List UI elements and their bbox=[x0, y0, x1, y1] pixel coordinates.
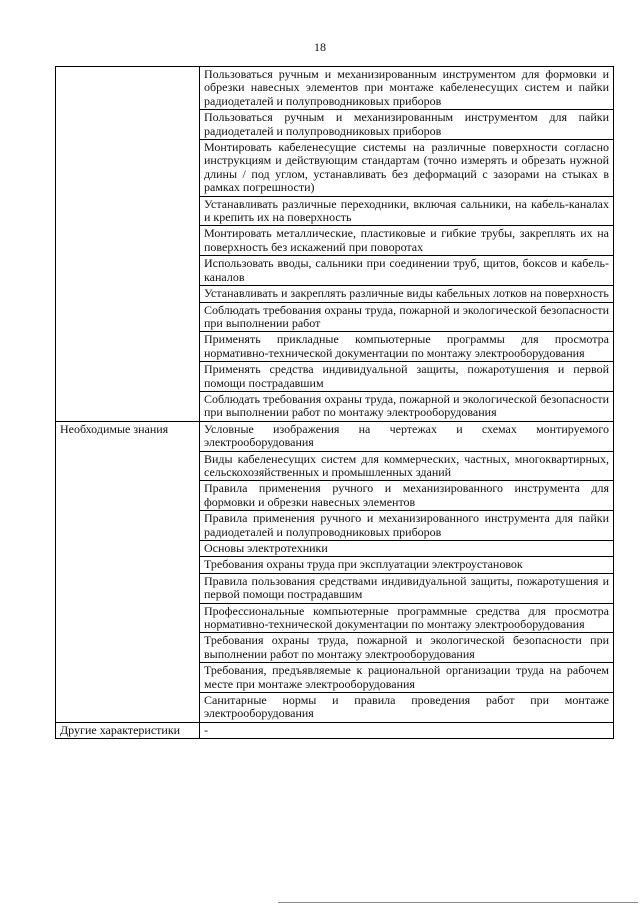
requirement-cell bbox=[200, 332, 614, 362]
section-label-cell bbox=[56, 67, 200, 422]
requirement-cell bbox=[200, 633, 614, 663]
requirement-cell bbox=[200, 557, 614, 573]
requirement-text: Санитарные нормы и правила проведения работ при монтаже электрооборудования bbox=[204, 693, 609, 721]
table-row bbox=[56, 722, 614, 738]
requirement-text: Требования охраны труда, пожарной и экологической безопасности при выполнении работ по монтажу электрооборудования bbox=[204, 633, 609, 661]
requirement-text: Профессиональные компьютерные программные средства для просмотра нормативно-технической документации по монтажу электрооборудования bbox=[204, 603, 609, 632]
requirement-cell bbox=[200, 286, 614, 302]
requirement-cell bbox=[200, 421, 614, 451]
requirement-text: Монтировать кабеленесущие системы на различные поверхности согласно инструкциям и действующим стандартам (точно измерять и обрезать нужной длины / под углом, устанавливать без деформаций с зазорами на стыках в рамках погрешности) bbox=[204, 140, 609, 195]
requirement-cell bbox=[200, 693, 614, 723]
section-label: Другие характеристики bbox=[60, 722, 181, 737]
table-body bbox=[56, 67, 614, 739]
requirement-cell bbox=[200, 196, 614, 226]
table-row bbox=[56, 67, 614, 110]
requirement-text: Пользоваться ручным и механизированным инструментом для пайки радиодеталей и полупроводниковых приборов bbox=[204, 110, 609, 138]
section-label-cell bbox=[56, 421, 200, 722]
requirement-cell bbox=[200, 110, 614, 140]
requirement-text: Правила пользования средствами индивидуальной защиты, пожаротушения и первой помощи пострадавшим bbox=[204, 573, 609, 602]
requirement-cell bbox=[200, 302, 614, 332]
requirement-text: Устанавливать различные переходники, включая сальники, на кабель-каналах и крепить их на поверхность bbox=[204, 196, 609, 225]
requirement-text: Виды кабеленесущих систем для коммерческих, частных, многоквартирных, сельскохозяйственных и промышленных зданий bbox=[204, 451, 609, 479]
requirement-text: - bbox=[204, 722, 208, 737]
requirement-cell bbox=[200, 541, 614, 557]
requirement-cell bbox=[200, 722, 614, 738]
requirement-text: Монтировать металлические, пластиковые и гибкие трубы, закреплять их на поверхность без искажений при поворотах bbox=[204, 226, 609, 254]
requirement-cell bbox=[200, 226, 614, 256]
requirement-text: Соблюдать требования охраны труда, пожарной и экологической безопасности при выполнении работ по монтажу электрооборудования bbox=[204, 391, 609, 420]
requirement-cell bbox=[200, 391, 614, 421]
requirement-cell bbox=[200, 481, 614, 511]
requirement-cell bbox=[200, 256, 614, 286]
requirement-text: Применять прикладные компьютерные программы для просмотра нормативно-технической документации по монтажу электрооборудования bbox=[204, 332, 609, 360]
requirement-text: Применять средства индивидуальной защиты, пожаротушения и первой помощи пострадавшим bbox=[204, 362, 609, 390]
bottom-divider bbox=[278, 902, 638, 903]
requirement-cell bbox=[200, 140, 614, 197]
requirement-cell bbox=[200, 511, 614, 541]
requirement-cell bbox=[200, 362, 614, 392]
requirement-cell bbox=[200, 573, 614, 603]
requirement-text: Пользоваться ручным и механизированным инструментом для формовки и обрезки навесных элементов при монтаже кабеленесущих систем и пайки радиодеталей и полупроводниковых приборов bbox=[204, 67, 609, 108]
requirement-cell bbox=[200, 663, 614, 693]
requirement-cell bbox=[200, 67, 614, 110]
table-row bbox=[56, 421, 614, 451]
requirement-text: Правила применения ручного и механизированного инструмента для пайки радиодеталей и полупроводниковых приборов bbox=[204, 511, 609, 539]
section-label-cell bbox=[56, 722, 200, 738]
requirement-text: Соблюдать требования охраны труда, пожарной и экологической безопасности при выполнении работ bbox=[204, 302, 609, 330]
requirement-text: Основы электротехники bbox=[204, 541, 328, 555]
requirement-text: Требования охраны труда при эксплуатации электроустановок bbox=[204, 557, 523, 572]
requirement-cell bbox=[200, 451, 614, 481]
requirement-text: Правила применения ручного и механизированного инструмента для формовки и обрезки навесных элементов bbox=[204, 481, 609, 509]
requirement-text: Использовать вводы, сальники при соединении труб, щитов, боксов и кабель-каналов bbox=[204, 256, 609, 284]
requirement-text: Устанавливать и закреплять различные виды кабельных лотков на поверхность bbox=[204, 286, 609, 301]
section-label: Необходимые знания bbox=[60, 421, 169, 436]
qualification-table bbox=[55, 66, 614, 739]
requirement-text: Условные изображения на чертежах и схемах монтируемого электрооборудования bbox=[204, 421, 609, 450]
requirement-text: Требования, предъявляемые к рациональной организации труда на рабочем месте при монтаже электрооборудования bbox=[204, 663, 609, 691]
requirement-cell bbox=[200, 603, 614, 633]
page-number: 18 bbox=[314, 40, 326, 54]
